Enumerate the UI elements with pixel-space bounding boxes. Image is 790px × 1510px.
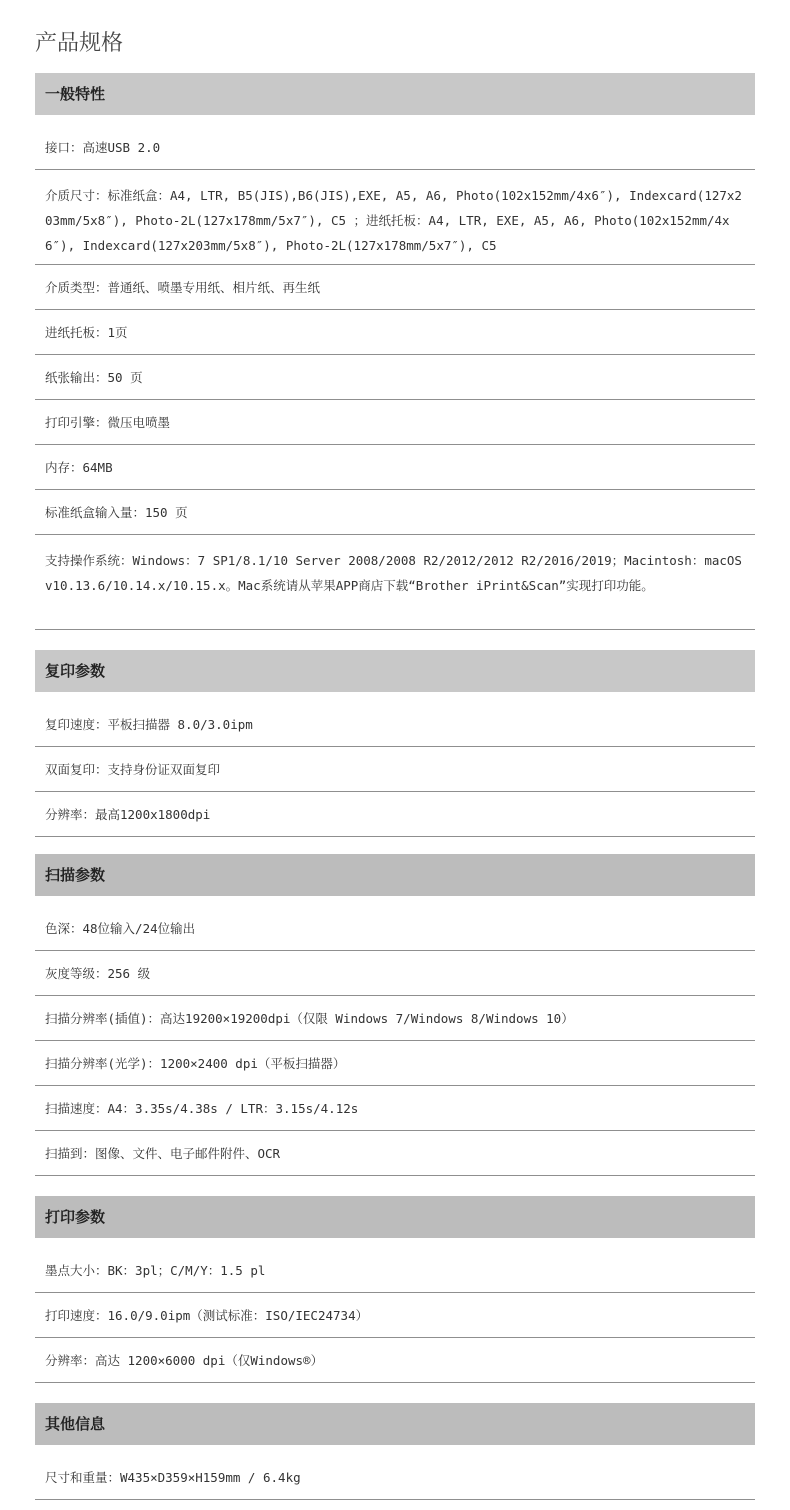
spec-row-copy-resolution: 分辨率：最高1200x1800dpi bbox=[35, 792, 755, 837]
spec-row-scan-res-optical: 扫描分辨率(光学)：1200×2400 dpi（平板扫描器） bbox=[35, 1041, 755, 1086]
spec-row-feed-tray: 进纸托板：1页 bbox=[35, 310, 755, 355]
spec-row-memory: 内存：64MB bbox=[35, 445, 755, 490]
spec-row-interface: 接口：高速USB 2.0 bbox=[35, 125, 755, 170]
section-copy-header: 复印参数 bbox=[35, 650, 755, 692]
spec-row-media-size: 介质尺寸：标准纸盒：A4, LTR, B5(JIS),B6(JIS),EXE, A5, A6, Photo(102x152mm/4x6″), Indexcard(127x203mm/5x8″), Photo-2L(127x178mm/5x7″), C5 ；进纸托板：A4, LTR, EXE, A5, A6, Photo(102x152mm/4x6″), Indexcard(127x203mm/5x8″), Photo-2L(127x178mm/5x7″), C5 bbox=[35, 170, 755, 265]
spec-row-grayscale: 灰度等级：256 级 bbox=[35, 951, 755, 996]
spec-row-color-depth: 色深：48位输入/24位输出 bbox=[35, 906, 755, 951]
spec-row-media-type: 介质类型：普通纸、喷墨专用纸、相片纸、再生纸 bbox=[35, 265, 755, 310]
spec-row-scan-to: 扫描到：图像、文件、电子邮件附件、OCR bbox=[35, 1131, 755, 1176]
spec-row-print-speed: 打印速度：16.0/9.0ipm（测试标准：ISO/IEC24734） bbox=[35, 1293, 755, 1338]
page-title: 产品规格 bbox=[35, 31, 124, 56]
spec-row-droplet-size: 墨点大小：BK：3pl；C/M/Y：1.5 pl bbox=[35, 1248, 755, 1293]
spec-row-dimensions-weight: 尺寸和重量：W435×D359×H159mm / 6.4kg bbox=[35, 1455, 755, 1500]
spec-row-scan-res-interpolated: 扫描分辨率(插值)：高达19200×19200dpi（仅限 Windows 7/Windows 8/Windows 10） bbox=[35, 996, 755, 1041]
spec-row-scan-speed: 扫描速度：A4：3.35s/4.38s / LTR：3.15s/4.12s bbox=[35, 1086, 755, 1131]
spec-row-os-support: 支持操作系统：Windows：7 SP1/8.1/10 Server 2008/2008 R2/2012/2012 R2/2016/2019；Macintosh：macOS v10.13.6/10.14.x/10.15.x。Mac系统请从苹果APP商店下载“Brother iPrint&Scan”实现打印功能。 bbox=[35, 535, 755, 630]
section-scan-header: 扫描参数 bbox=[35, 854, 755, 896]
spec-row-duplex-copy: 双面复印：支持身份证双面复印 bbox=[35, 747, 755, 792]
section-general-header: 一般特性 bbox=[35, 73, 755, 115]
spec-row-print-resolution: 分辨率：高达 1200×6000 dpi（仅Windows®） bbox=[35, 1338, 755, 1383]
spec-row-paper-output: 纸张输出：50 页 bbox=[35, 355, 755, 400]
spec-row-tray-capacity: 标准纸盒输入量：150 页 bbox=[35, 490, 755, 535]
spec-row-copy-speed: 复印速度：平板扫描器 8.0/3.0ipm bbox=[35, 702, 755, 747]
section-other-header: 其他信息 bbox=[35, 1403, 755, 1445]
section-print-header: 打印参数 bbox=[35, 1196, 755, 1238]
spec-row-print-engine: 打印引擎：微压电喷墨 bbox=[35, 400, 755, 445]
